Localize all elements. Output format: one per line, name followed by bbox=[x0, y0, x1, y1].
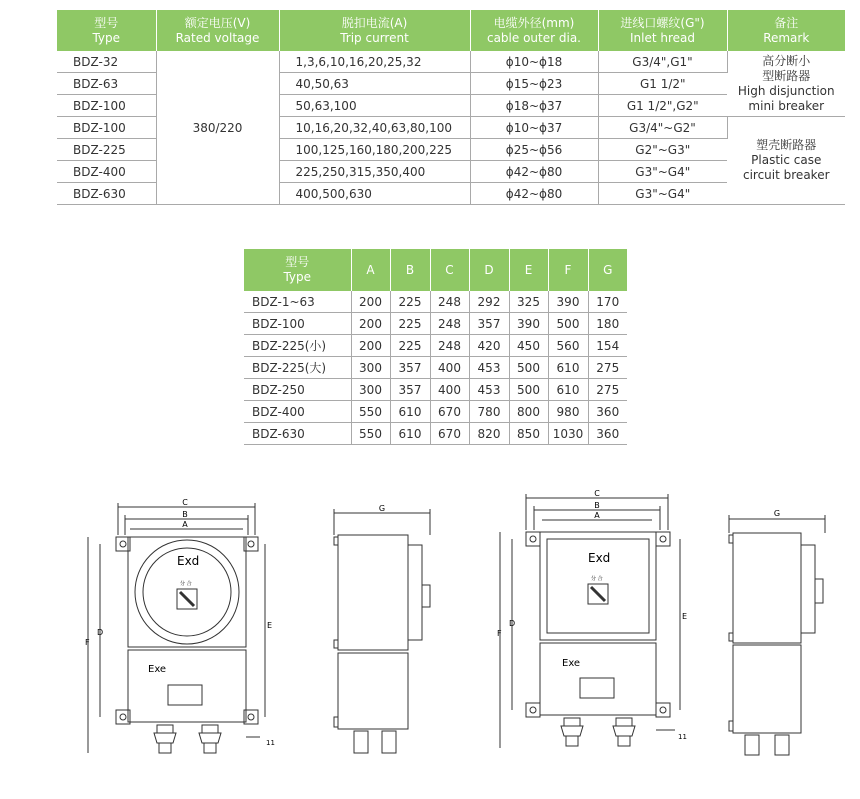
cell-dim-b: 225 bbox=[390, 335, 430, 357]
cell-dim-e: 800 bbox=[509, 401, 548, 423]
cell-dim-c: 248 bbox=[430, 313, 469, 335]
cell-dim-f: 390 bbox=[548, 291, 588, 313]
table-row bbox=[244, 379, 627, 401]
exe-label: Exe bbox=[148, 664, 167, 675]
cell-dim-e: 500 bbox=[509, 357, 548, 379]
cell-dim-e: 325 bbox=[509, 291, 548, 313]
cell-dim-d: 453 bbox=[469, 357, 509, 379]
dim-label-g: G bbox=[773, 509, 781, 518]
cell-dim-d: 292 bbox=[469, 291, 509, 313]
dim-header-f: F bbox=[548, 249, 588, 291]
cell-trip: 1,3,6,10,16,20,25,32 bbox=[279, 51, 470, 73]
cell-dim-g: 275 bbox=[588, 379, 627, 401]
cell-dim-a: 550 bbox=[351, 423, 390, 445]
cell-dim-g: 170 bbox=[588, 291, 627, 313]
dim-header-row bbox=[244, 249, 627, 291]
dim-header-d: D bbox=[469, 249, 509, 291]
cell-type: BDZ-32 bbox=[57, 51, 156, 73]
cell-cable: ϕ10~ϕ18 bbox=[470, 51, 598, 73]
dim-header-a: A bbox=[351, 249, 390, 291]
dim-label-a: A bbox=[182, 520, 188, 529]
table-row bbox=[244, 423, 627, 445]
spec-header-voltage: 额定电压(V) Rated voltage bbox=[156, 10, 279, 51]
cell-dim-b: 610 bbox=[390, 423, 430, 445]
spec-header-inlet: 进线口螺纹(G") Inlet hread bbox=[598, 10, 727, 51]
cell-cable: ϕ42~ϕ80 bbox=[470, 161, 598, 183]
cell-dim-c: 400 bbox=[430, 357, 469, 379]
dim-label-b: B bbox=[594, 501, 600, 510]
dim-label-b: B bbox=[182, 510, 188, 519]
exd-label: Exd bbox=[588, 551, 611, 565]
dim-header-e: E bbox=[509, 249, 548, 291]
cell-dim-g: 154 bbox=[588, 335, 627, 357]
cell-dim-a: 200 bbox=[351, 313, 390, 335]
table-row bbox=[244, 401, 627, 423]
cell-dim-d: 453 bbox=[469, 379, 509, 401]
cell-dim-e: 850 bbox=[509, 423, 548, 445]
cell-type: BDZ-63 bbox=[57, 73, 156, 95]
cell-type: BDZ-250 bbox=[244, 379, 351, 401]
dim-label-a: A bbox=[594, 511, 600, 520]
cell-type: BDZ-400 bbox=[57, 161, 156, 183]
cell-cable: ϕ10~ϕ37 bbox=[470, 117, 598, 139]
cell-type: BDZ-225 bbox=[57, 139, 156, 161]
cell-dim-d: 780 bbox=[469, 401, 509, 423]
cell-dim-f: 610 bbox=[548, 379, 588, 401]
dim-label-d: D bbox=[97, 628, 104, 637]
cell-inlet: G2"~G3" bbox=[598, 139, 727, 161]
cell-type: BDZ-225(大) bbox=[244, 357, 351, 379]
side-view-drawing-1 bbox=[330, 505, 440, 765]
cell-dim-f: 610 bbox=[548, 357, 588, 379]
spec-header-trip: 脱扣电流(A) Trip current bbox=[279, 10, 470, 51]
dim-header-g: G bbox=[588, 249, 627, 291]
cell-type: BDZ-225(小) bbox=[244, 335, 351, 357]
cell-dim-g: 180 bbox=[588, 313, 627, 335]
cell-type: BDZ-100 bbox=[57, 95, 156, 117]
cell-type: BDZ-630 bbox=[244, 423, 351, 445]
cell-dim-e: 390 bbox=[509, 313, 548, 335]
table-row bbox=[57, 51, 845, 73]
cell-cable: ϕ25~ϕ56 bbox=[470, 139, 598, 161]
exe-label: Exe bbox=[562, 658, 581, 669]
cell-dim-f: 560 bbox=[548, 335, 588, 357]
dim-header-c: C bbox=[430, 249, 469, 291]
cell-dim-d: 420 bbox=[469, 335, 509, 357]
cell-dim-b: 357 bbox=[390, 357, 430, 379]
cell-inlet: G3/4"~G2" bbox=[598, 117, 727, 139]
cell-trip: 50,63,100 bbox=[279, 95, 470, 117]
dim-header-type: 型号 Type bbox=[244, 249, 351, 291]
dim-label-c: C bbox=[594, 489, 600, 498]
cell-dim-a: 550 bbox=[351, 401, 390, 423]
cell-type: BDZ-630 bbox=[57, 183, 156, 205]
side-view-drawing-2 bbox=[725, 505, 835, 775]
cell-trip: 400,500,630 bbox=[279, 183, 470, 205]
cell-cable: ϕ18~ϕ37 bbox=[470, 95, 598, 117]
cell-remark-plastic: 塑壳断路器 Plastic case circuit breaker bbox=[727, 117, 845, 205]
cell-dim-c: 248 bbox=[430, 291, 469, 313]
cell-type: BDZ-1~63 bbox=[244, 291, 351, 313]
cell-dim-d: 357 bbox=[469, 313, 509, 335]
front-view-square-drawing bbox=[490, 486, 695, 796]
dimension-table bbox=[244, 249, 627, 445]
dim-label-eleven: 11 bbox=[678, 733, 687, 741]
cell-trip: 40,50,63 bbox=[279, 73, 470, 95]
cell-dim-a: 300 bbox=[351, 379, 390, 401]
table-row bbox=[244, 335, 627, 357]
dim-label-e: E bbox=[267, 621, 273, 630]
cell-dim-c: 670 bbox=[430, 401, 469, 423]
cell-dim-b: 225 bbox=[390, 313, 430, 335]
cell-inlet: G3/4",G1" bbox=[598, 51, 727, 73]
cell-cable: ϕ15~ϕ23 bbox=[470, 73, 598, 95]
dim-label-f: F bbox=[497, 629, 502, 638]
dim-label-g: G bbox=[378, 505, 386, 513]
dim-label-c: C bbox=[182, 498, 188, 507]
switch-mark: 分 合 bbox=[591, 576, 603, 582]
table-row bbox=[244, 291, 627, 313]
cell-dim-g: 360 bbox=[588, 401, 627, 423]
cell-inlet: G3"~G4" bbox=[598, 183, 727, 205]
cell-dim-d: 820 bbox=[469, 423, 509, 445]
cell-type: BDZ-100 bbox=[244, 313, 351, 335]
cell-dim-f: 1030 bbox=[548, 423, 588, 445]
cell-dim-b: 610 bbox=[390, 401, 430, 423]
dim-header-b: B bbox=[390, 249, 430, 291]
cell-type: BDZ-100 bbox=[57, 117, 156, 139]
cell-dim-c: 670 bbox=[430, 423, 469, 445]
cell-dim-g: 275 bbox=[588, 357, 627, 379]
cell-dim-b: 357 bbox=[390, 379, 430, 401]
spec-header-remark: 备注 Remark bbox=[727, 10, 845, 51]
dim-label-f: F bbox=[85, 638, 90, 647]
dim-label-d: D bbox=[509, 619, 516, 628]
spec-header-row bbox=[57, 10, 845, 51]
dim-label-eleven: 11 bbox=[266, 739, 275, 747]
switch-mark: 分 合 bbox=[180, 581, 192, 587]
spec-table bbox=[57, 10, 845, 205]
cell-inlet: G1 1/2",G2" bbox=[598, 95, 727, 117]
cell-dim-a: 300 bbox=[351, 357, 390, 379]
exd-label: Exd bbox=[177, 554, 200, 568]
cell-dim-b: 225 bbox=[390, 291, 430, 313]
cell-dim-c: 248 bbox=[430, 335, 469, 357]
cell-type: BDZ-400 bbox=[244, 401, 351, 423]
cell-cable: ϕ42~ϕ80 bbox=[470, 183, 598, 205]
cell-trip: 225,250,315,350,400 bbox=[279, 161, 470, 183]
cell-dim-f: 980 bbox=[548, 401, 588, 423]
spec-header-type: 型号 Type bbox=[57, 10, 156, 51]
table-row bbox=[244, 357, 627, 379]
cell-dim-g: 360 bbox=[588, 423, 627, 445]
cell-dim-f: 500 bbox=[548, 313, 588, 335]
cell-inlet: G1 1/2" bbox=[598, 73, 727, 95]
cell-trip: 10,16,20,32,40,63,80,100 bbox=[279, 117, 470, 139]
cell-remark-mini: 高分断小 型断路器 High disjunction mini breaker bbox=[727, 51, 845, 117]
cell-dim-c: 400 bbox=[430, 379, 469, 401]
dim-label-e: E bbox=[682, 612, 688, 621]
cell-dim-e: 500 bbox=[509, 379, 548, 401]
cell-dim-a: 200 bbox=[351, 291, 390, 313]
cell-inlet: G3"~G4" bbox=[598, 161, 727, 183]
cell-trip: 100,125,160,180,200,225 bbox=[279, 139, 470, 161]
front-view-round-drawing bbox=[80, 495, 280, 795]
cell-dim-e: 450 bbox=[509, 335, 548, 357]
spec-header-cable: 电缆外径(mm) cable outer dia. bbox=[470, 10, 598, 51]
table-row bbox=[244, 313, 627, 335]
cell-dim-a: 200 bbox=[351, 335, 390, 357]
cell-voltage: 380/220 bbox=[156, 51, 279, 205]
